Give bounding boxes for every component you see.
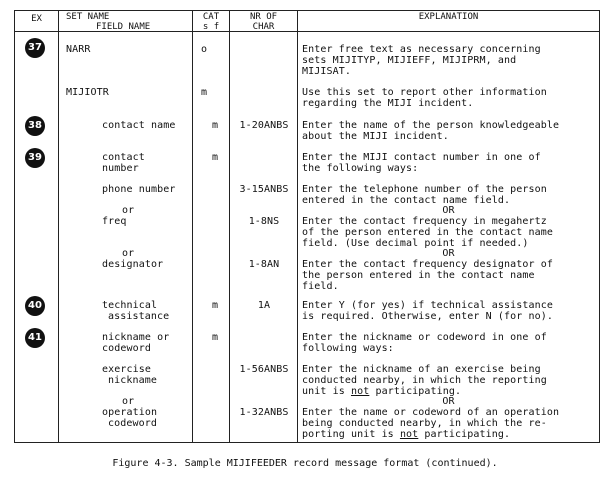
- field-name-contact-number-2: number: [102, 163, 139, 174]
- or-label-designator: or: [122, 248, 135, 259]
- field-name-technical-assistance-1: technical: [102, 300, 158, 311]
- explanation-narr-3: MIJISAT.: [302, 66, 351, 77]
- explanation-technical-assistance-1: Enter Y (for yes) if technical assistance: [302, 300, 553, 311]
- header-nr-of: NR OF: [249, 12, 278, 22]
- ex-badge-41: 41: [25, 328, 45, 348]
- nr-phone-number: 3-15ANBS: [239, 184, 289, 195]
- header-cat-sub: s f: [202, 22, 220, 32]
- field-name-contact-number-1: contact: [102, 152, 145, 163]
- field-name-exercise-1: exercise: [102, 364, 151, 375]
- header-char: CHAR: [252, 22, 275, 32]
- explanation-contact-number-2: the following ways:: [302, 163, 419, 174]
- explanation-exercise-3-emphasis: not: [350, 386, 370, 397]
- set-name-mijiotr: MIJIOTR: [66, 87, 109, 98]
- or-label-freq: or: [122, 205, 135, 216]
- explanation-technical-assistance-2: is required. Otherwise, enter N (for no).: [302, 311, 553, 322]
- explanation-nickname-1: Enter the nickname or codeword in one of: [302, 332, 547, 343]
- field-name-designator: designator: [102, 259, 164, 270]
- explanation-narr-1: Enter free text as necessary concerning: [302, 44, 541, 55]
- or-label-operation: or: [122, 396, 135, 407]
- set-name-narr: NARR: [66, 44, 91, 55]
- cat-technical-assistance: m: [211, 300, 219, 311]
- field-name-technical-assistance-2: assistance: [108, 311, 170, 322]
- field-name-exercise-2: nickname: [108, 375, 157, 386]
- explanation-operation-1: Enter the name or codeword of an operation: [302, 407, 560, 418]
- header-set-name: SET NAME: [66, 12, 110, 22]
- field-name-operation-2: codeword: [108, 418, 157, 429]
- explanation-contact-name-2: about the MIJI incident.: [302, 131, 449, 142]
- explanation-phone-1: Enter the telephone number of the person: [302, 184, 547, 195]
- ex-badge-38: 38: [25, 116, 45, 136]
- or-exp-designator: OR: [442, 248, 455, 259]
- or-exp-freq: OR: [442, 205, 455, 216]
- explanation-exercise-1: Enter the nickname of an exercise being: [302, 364, 541, 375]
- nr-exercise: 1-56ANBS: [239, 364, 289, 375]
- field-name-operation-1: operation: [102, 407, 158, 418]
- table-bottom-border: [14, 442, 600, 443]
- header-cat: CAT: [202, 12, 220, 22]
- cat-narr: o: [200, 44, 208, 55]
- explanation-freq-1: Enter the contact frequency in megahertz: [302, 216, 547, 227]
- nr-operation: 1-32ANBS: [239, 407, 289, 418]
- ex-badge-37: 37: [25, 38, 45, 58]
- explanation-operation-3-pre: porting unit is: [302, 429, 400, 440]
- table-left-border: [14, 10, 15, 443]
- explanation-designator-3: field.: [302, 281, 339, 292]
- col-divider-name: [192, 10, 193, 443]
- table-top-border: [14, 10, 600, 11]
- explanation-freq-2: of the person entered in the contact name: [302, 227, 553, 238]
- field-name-contact-name: contact name: [102, 120, 176, 131]
- ex-badge-40: 40: [25, 296, 45, 316]
- explanation-exercise-3-pre: unit is: [302, 386, 351, 397]
- explanation-exercise-2: conducted nearby, in which the reporting: [302, 375, 547, 386]
- explanation-mijiotr-1: Use this set to report other information: [302, 87, 547, 98]
- nr-freq: 1-8NS: [248, 216, 280, 227]
- explanation-contact-number-1: Enter the MIJI contact number in one of: [302, 152, 541, 163]
- explanation-designator-1: Enter the contact frequency designator of: [302, 259, 553, 270]
- col-divider-ex: [58, 10, 59, 443]
- field-name-freq: freq: [102, 216, 127, 227]
- header-ex: EX: [31, 14, 42, 24]
- explanation-contact-name-1: Enter the name of the person knowledgeable: [302, 120, 560, 131]
- field-name-phone-number: phone number: [102, 184, 176, 195]
- cat-nickname: m: [211, 332, 219, 343]
- explanation-operation-3: [302, 429, 510, 440]
- col-divider-nr: [297, 10, 298, 443]
- explanation-nickname-2: following ways:: [302, 343, 394, 354]
- explanation-exercise-3-post: participating.: [369, 386, 462, 397]
- explanation-narr-2: sets MIJITYP, MIJIEFF, MIJIPRM, and: [302, 55, 517, 66]
- cat-contact-number: m: [211, 152, 219, 163]
- field-name-nickname-1: nickname or: [102, 332, 170, 343]
- explanation-mijiotr-2: regarding the MIJI incident.: [302, 98, 474, 109]
- or-exp-operation: OR: [442, 396, 455, 407]
- nr-technical-assistance: 1A: [257, 300, 271, 311]
- nr-contact-name: 1-20ANBS: [239, 120, 289, 131]
- field-name-nickname-2: codeword: [102, 343, 151, 354]
- explanation-operation-3-post: participating.: [418, 429, 511, 440]
- explanation-phone-2: entered in the contact name field.: [302, 195, 511, 206]
- explanation-operation-2: being conducted nearby, in which the re-: [302, 418, 547, 429]
- figure-caption: Figure 4-3. Sample MIJIFEEDER record message format (continued).: [112, 458, 498, 469]
- explanation-designator-2: the person entered in the contact name: [302, 270, 535, 281]
- explanation-freq-3: field. (Use decimal point if needed.): [302, 238, 529, 249]
- col-divider-cat: [229, 10, 230, 443]
- header-field-name: FIELD NAME: [96, 22, 151, 32]
- cat-contact-name: m: [211, 120, 219, 131]
- header-explanation: EXPLANATION: [418, 12, 479, 22]
- ex-badge-39: 39: [25, 148, 45, 168]
- nr-designator: 1-8AN: [248, 259, 280, 270]
- explanation-operation-3-emphasis: not: [399, 429, 419, 440]
- cat-mijiotr: m: [200, 87, 208, 98]
- table-right-border: [599, 10, 600, 443]
